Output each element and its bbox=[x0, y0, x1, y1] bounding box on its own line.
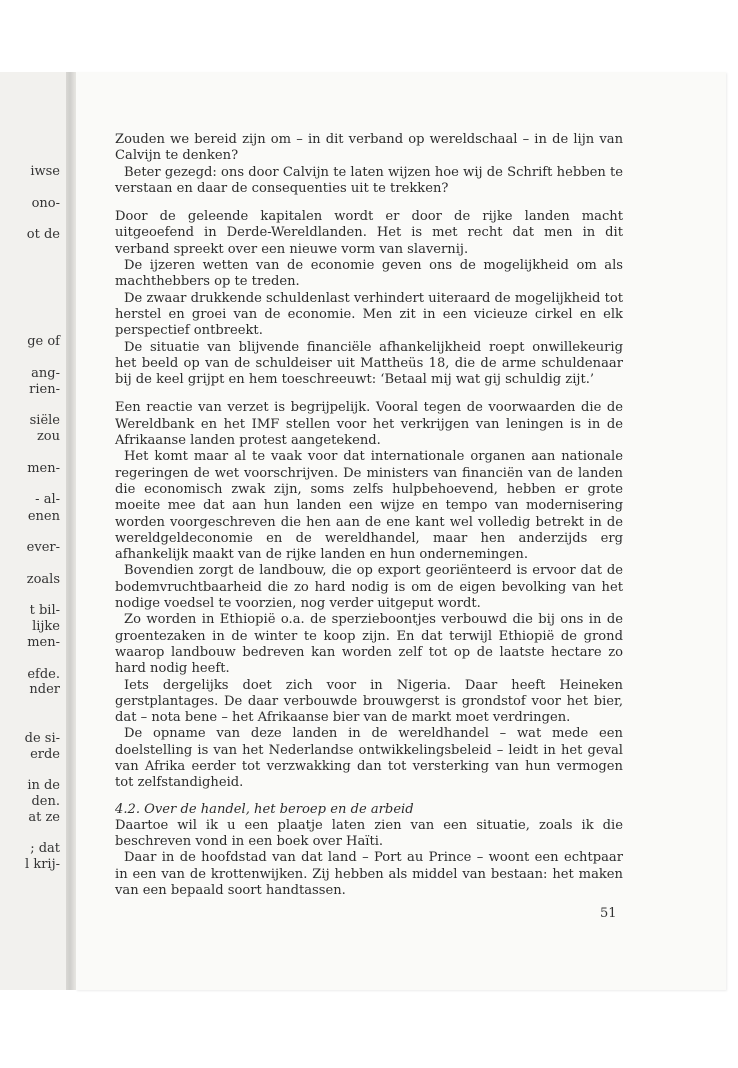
left-page-edge bbox=[0, 72, 66, 990]
left-page-fragment: nder bbox=[29, 682, 60, 697]
left-page-fragment: iwse bbox=[30, 164, 60, 179]
page-body-text bbox=[115, 132, 623, 899]
left-page-fragment: erde bbox=[30, 747, 60, 762]
left-page-fragment: ono- bbox=[31, 196, 60, 211]
paragraph-spacer bbox=[115, 792, 623, 802]
left-page-fragment: ot de bbox=[26, 227, 60, 242]
left-page-fragment: lijke bbox=[32, 619, 60, 634]
paragraph: Iets dergelijks doet zich voor in Nigeria. Daar heeft Heineken gerstplantages. De daar verbouwde brouwgerst is grondstof voor het bier, dat – nota bene – het Afrikaanse bier van de markt moet verdringen. bbox=[115, 677, 623, 726]
paragraph: De ijzeren wetten van de economie geven ons de mogelijkheid om als machthebbers op te treden. bbox=[115, 258, 623, 290]
left-page-fragment: ge of bbox=[27, 334, 60, 349]
paragraph: Daar in de hoofdstad van dat land – Port au Prince – woont een echtpaar in een van de krottenwijken. Zij hebben als middel van bestaan: het maken van een bepaald soort handtassen. bbox=[115, 850, 623, 899]
paragraph: Daartoe wil ik u een plaatje laten zien van een situatie, zoals ik die beschreven vond in een boek over Haïti. bbox=[115, 817, 623, 850]
left-page-fragment: ang- bbox=[31, 366, 60, 381]
paragraph: Bovendien zorgt de landbouw, die op export georiënteerd is ervoor dat de bodemvruchtbaarheid die zo hard nodig is om de eigen bevolking van het nodige voedsel te voorzien, nog verder uitgeput wordt. bbox=[115, 563, 623, 612]
left-page-fragment: t bil- bbox=[29, 603, 60, 618]
paragraph: Een reactie van verzet is begrijpelijk. Vooral tegen de voorwaarden die de Wereldbank en het IMF stellen voor het verkrijgen van leningen is in de Afrikaanse landen protest aangetekend. bbox=[115, 400, 623, 449]
paragraph: Door de geleende kapitalen wordt er door de rijke landen macht uitgeoefend in Derde-Wereldlanden. Het is met recht dat men in dit verband spreekt over een nieuwe vorm van slavernij. bbox=[115, 209, 623, 257]
section-heading: 4.2. Over de handel, het beroep en de arbeid bbox=[115, 801, 414, 817]
left-page-fragment: efde. bbox=[27, 667, 60, 682]
left-page-fragment: in de bbox=[27, 778, 60, 793]
left-page-fragment: enen bbox=[27, 509, 60, 524]
paragraph: Zo worden in Ethiopië o.a. de sperzieboontjes verbouwd die bij ons in de groentezaken in de winter te koop zijn. En dat terwijl Ethiopië de grond waarop landbouw bedreven kan worden zelf tot op de laatste hectare zo hard nodig heeft. bbox=[115, 612, 623, 677]
paragraph: De opname van deze landen in de wereldhandel – wat mede een doelstelling is van het Nederlandse ontwikkelingsbeleid – leidt in het geval van Afrika eerder tot verzwakking dan tot versterking van hun vermogen tot zelfstandigheid. bbox=[115, 726, 623, 791]
left-page-fragment: de si- bbox=[24, 731, 60, 746]
left-page-fragment: ; dat bbox=[30, 841, 60, 856]
left-page-fragment: rien- bbox=[29, 382, 60, 397]
left-page-fragment: - al- bbox=[35, 492, 60, 507]
left-page-fragment: men- bbox=[27, 635, 60, 650]
paragraph-spacer bbox=[115, 388, 623, 400]
page-number: 51 bbox=[600, 906, 617, 921]
left-page-fragment: ever- bbox=[26, 540, 60, 555]
left-page-fragment: zoals bbox=[26, 572, 60, 587]
paragraph-spacer bbox=[115, 197, 623, 209]
paragraph: Zouden we bereid zijn om – in dit verband op wereldschaal – in de lijn van Calvijn te denken? bbox=[115, 132, 623, 164]
left-page-fragment: l krij- bbox=[25, 857, 60, 872]
left-page-fragment: siële bbox=[29, 413, 60, 428]
book-gutter bbox=[66, 72, 76, 990]
left-page-fragment: at ze bbox=[28, 810, 60, 825]
paragraph: De zwaar drukkende schuldenlast verhindert uiteraard de mogelijkheid tot herstel en groei van de economie. Men zit in een vicieuze cirkel en elk perspectief ontbreekt. bbox=[115, 290, 623, 339]
paragraph: De situatie van blijvende financiële afhankelijkheid roept onwillekeurig het beeld op van de schuldeiser uit Mattheüs 18, die de arme schuldenaar bij de keel grijpt en hem toeschreeuwt: ‘Betaal mij wat gij schuldig zijt.’ bbox=[115, 339, 623, 388]
left-page-fragment: zou bbox=[36, 429, 60, 444]
paragraph: Het komt maar al te vaak voor dat internationale organen aan nationale regeringen de wet voorschrijven. De ministers van financiën van de landen die economisch zwak zijn, soms zelfs hulpbehoevend, hebben er grote moeite mee dat aan hun landen een wijze en tempo van modernisering worden voorgeschreven die hen aan de ene kant wel volledig betrekt in de wereldgeldeconomie en de wereldhandel, maar hen anderzijds erg afhankelijk maakt van de rijke landen en hun ondernemingen. bbox=[115, 449, 623, 563]
left-page-fragment: men- bbox=[27, 461, 60, 476]
paragraph: Beter gezegd: ons door Calvijn te laten wijzen hoe wij de Schrift hebben te verstaan en daar de consequenties uit te trekken? bbox=[115, 164, 623, 196]
left-page-fragment: den. bbox=[31, 794, 60, 809]
